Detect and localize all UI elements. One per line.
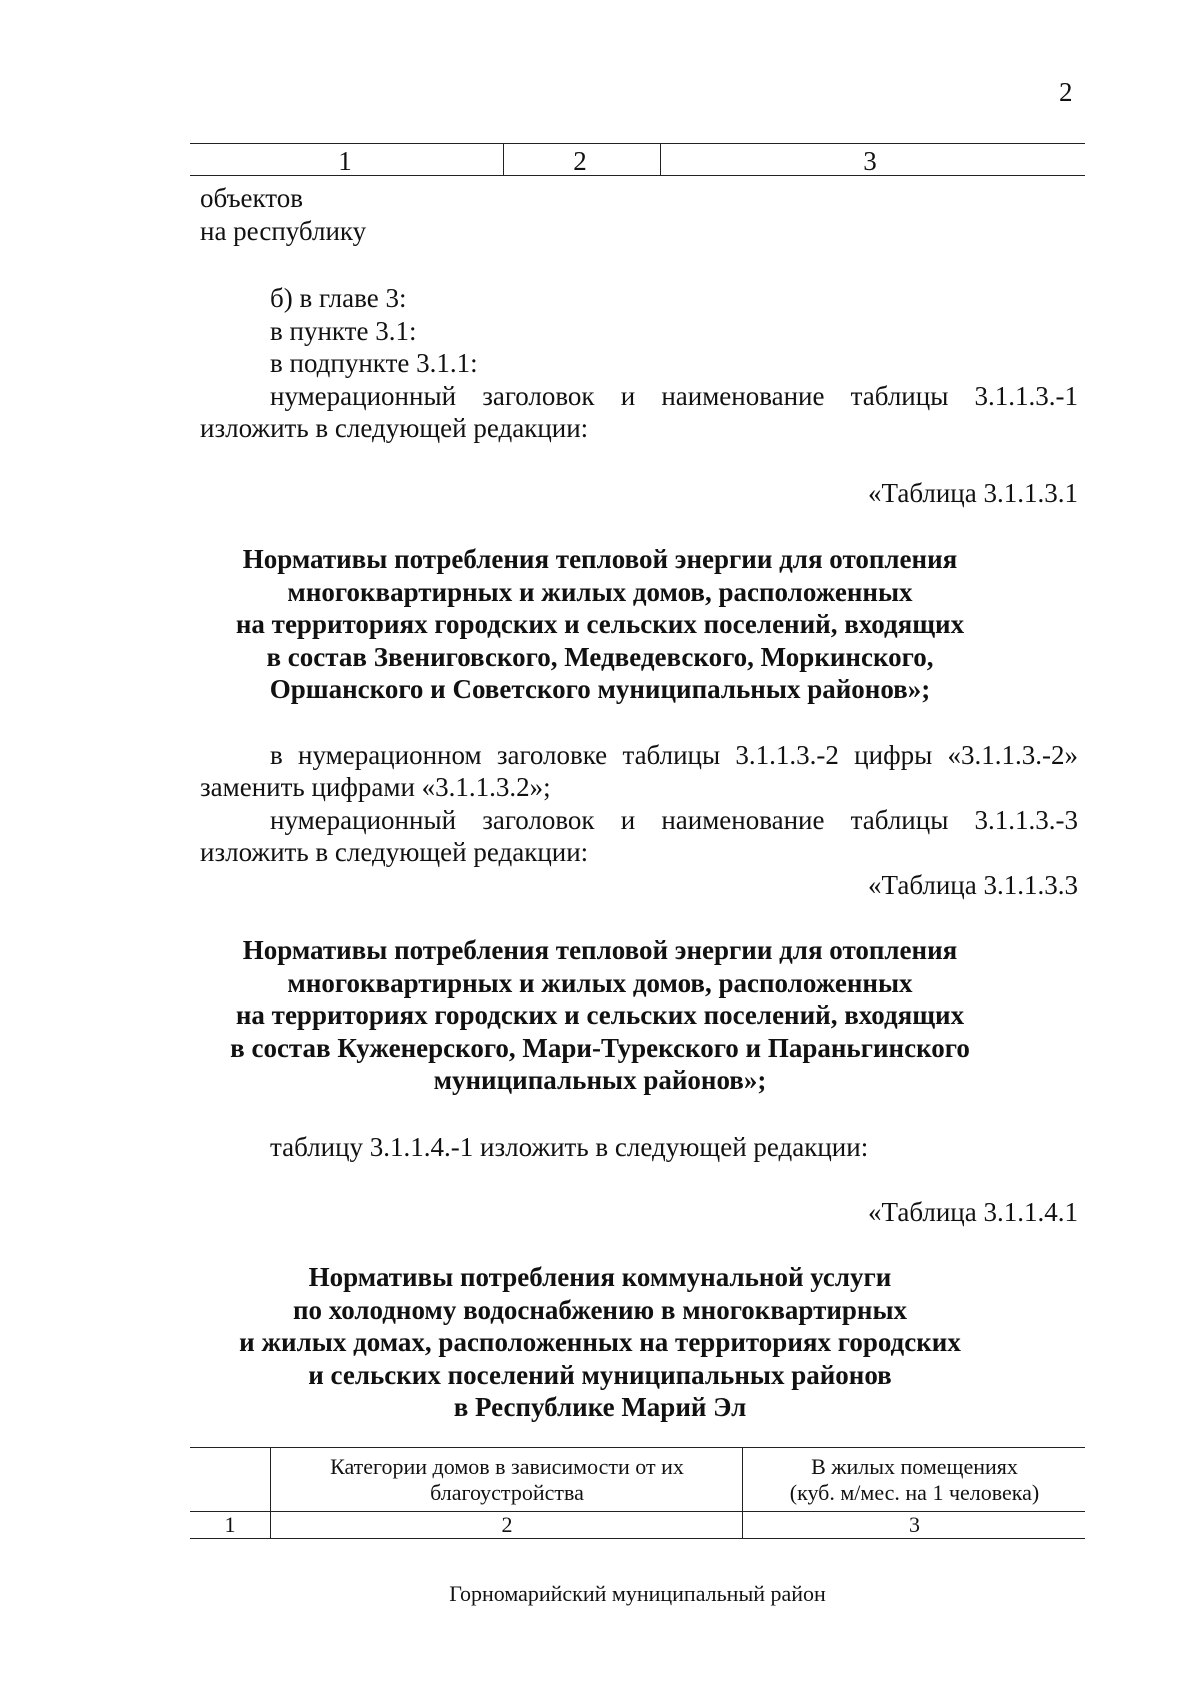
bottom-table-section-row: Горномарийский муниципальный район [449, 1581, 826, 1606]
table-3113-1-title-line2: многоквартирных и жилых домов, расположенных [287, 577, 913, 607]
table-3113-1-title-line1: Нормативы потребления тепловой энергии для отопления [242, 544, 958, 574]
paragraph-2-line1: в нумерационном заголовке таблицы 3.1.1.3.-2 цифры «3.1.1.3.-2» [270, 740, 1078, 770]
table-3113-3-title-line3: на территориях городских и сельских поселений, входящих [235, 1000, 965, 1030]
table-3113-3-title-line2: многоквартирных и жилых домов, расположенных [287, 968, 913, 998]
table-3114-1-title-line1: Нормативы потребления коммунальной услуги [308, 1262, 892, 1292]
table-3113-3-label: «Таблица 3.1.1.3.3 [868, 870, 1078, 900]
table-3113-1-title-line3: на территориях городских и сельских поселений, входящих [235, 609, 965, 639]
page-number: 2 [1059, 77, 1073, 107]
table-3113-1-label: «Таблица 3.1.1.3.1 [868, 478, 1078, 508]
top-table-col1: 1 [338, 146, 352, 176]
bottom-table-divider-2 [742, 1447, 743, 1539]
bottom-table-num-col2: 2 [501, 1512, 513, 1537]
bottom-table-border-top [190, 1447, 1085, 1448]
paragraph-2-line2: заменить цифрами «3.1.1.3.2»; [200, 772, 551, 802]
table-3113-3-title-line4: в состав Куженерского, Мари-Турекского и Параньгинского [230, 1033, 970, 1063]
table-3113-3-title-line5: муниципальных районов»; [433, 1065, 767, 1095]
top-table-divider-2 [660, 143, 661, 176]
table-3113-1-title-line4: в состав Звениговского, Медведевского, Моркинского, [266, 642, 934, 672]
top-table-text-line2: на республику [200, 216, 367, 246]
bottom-table-header-col3-line1: В жилых помещениях [811, 1454, 1018, 1479]
section-b-line2: в пункте 3.1: [270, 316, 417, 346]
top-table-border-top [190, 143, 1085, 144]
paragraph-2-line3: нумерационный заголовок и наименование таблицы 3.1.1.3.-3 [270, 805, 1078, 835]
table-3114-1-title-line5: в Республике Марий Эл [453, 1392, 747, 1422]
bottom-table-num-col1: 1 [224, 1512, 236, 1537]
table-3114-1-title-line4: и сельских поселений муниципальных районов [308, 1360, 892, 1390]
top-table-col2: 2 [573, 146, 587, 176]
table-3114-1-title-line3: и жилых домах, расположенных на территориях городских [239, 1327, 961, 1357]
section-b-para1-line2: изложить в следующей редакции: [200, 413, 589, 443]
section-b-para1-line1: нумерационный заголовок и наименование таблицы 3.1.1.3.-1 [270, 381, 1078, 411]
bottom-table-header-col2-line1: Категории домов в зависимости от их [330, 1454, 684, 1479]
bottom-table-divider-1 [270, 1447, 271, 1539]
bottom-table-header-col2-line2: благоустройства [430, 1480, 584, 1505]
table-3113-1-title-line5: Оршанского и Советского муниципальных районов»; [269, 674, 931, 704]
table-3114-1-label: «Таблица 3.1.1.4.1 [868, 1197, 1078, 1227]
table-3113-3-title-line1: Нормативы потребления тепловой энергии для отопления [242, 935, 958, 965]
bottom-table-num-col3: 3 [909, 1512, 920, 1537]
top-table-col3: 3 [863, 146, 877, 176]
section-b-line3: в подпункте 3.1.1: [270, 348, 478, 378]
paragraph-3-line1: таблицу 3.1.1.4.-1 изложить в следующей редакции: [270, 1132, 869, 1162]
paragraph-2-line4: изложить в следующей редакции: [200, 837, 589, 867]
section-b-line1: б) в главе 3: [270, 283, 407, 313]
bottom-table-numrow-bottom [190, 1538, 1085, 1539]
top-table-divider-1 [503, 143, 504, 176]
top-table-text-line1: объектов [200, 183, 303, 213]
top-table-border-bottom [190, 175, 1085, 176]
table-3114-1-title-line2: по холодному водоснабжению в многоквартирных [292, 1295, 908, 1325]
bottom-table-header-col3-line2: (куб. м/мес. на 1 человека) [789, 1480, 1040, 1505]
